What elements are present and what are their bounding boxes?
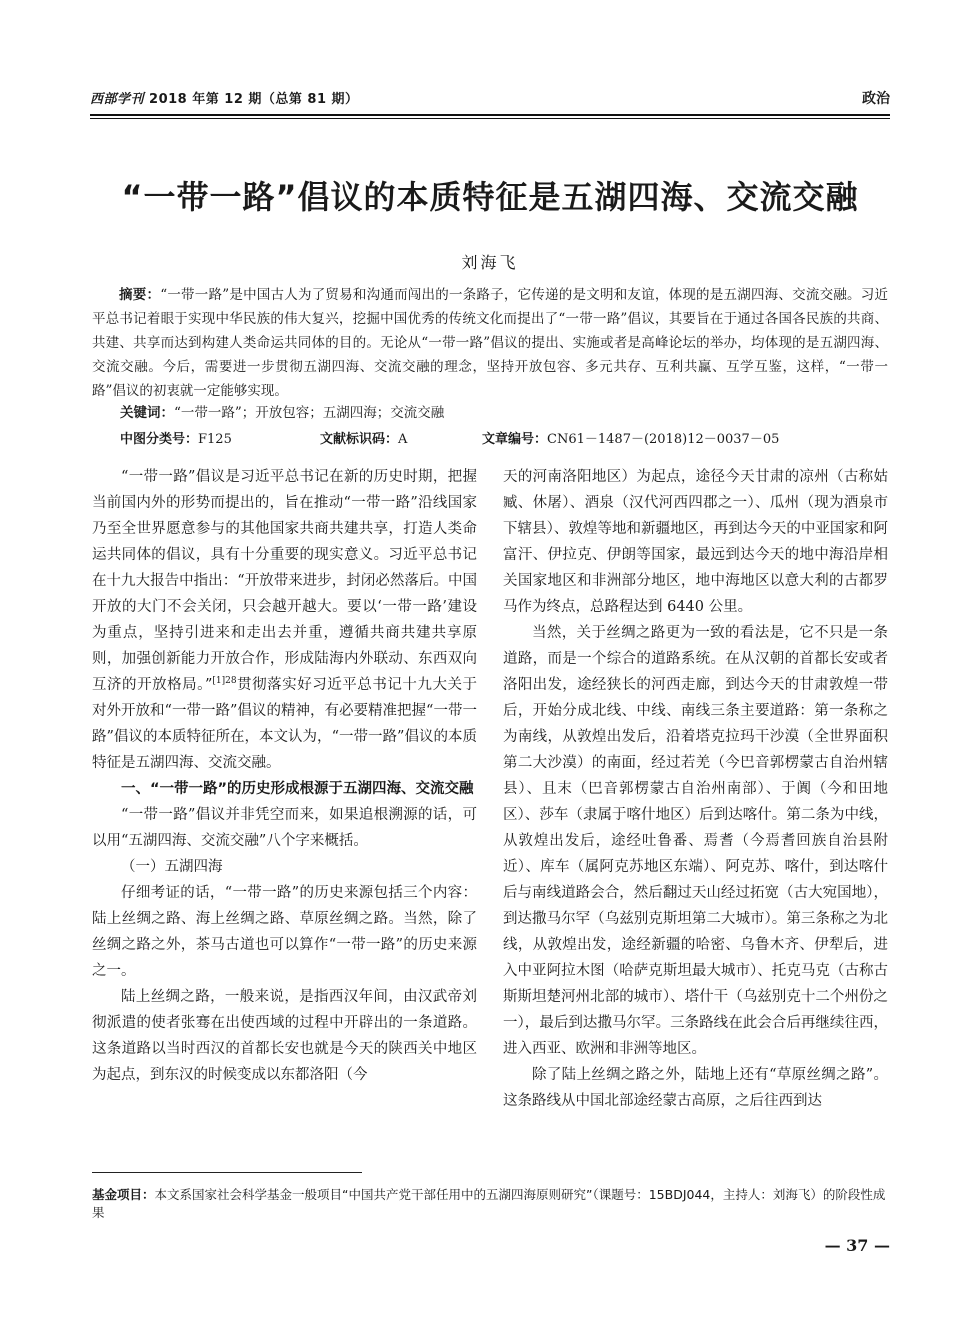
page-number: — 37 — <box>824 1236 890 1255</box>
abstract-label: 摘要： <box>119 287 161 303</box>
keywords <box>120 403 880 423</box>
paragraph-text: “一带一路”倡议是习近平总书记在新的历史时期，把握当前国内外的形势而提出的，旨在推动“一带一路”沿线国家乃至全世界愿意参与的其他国家共商共建共享，打造人类命运共同体的倡议，具有十分重要的现实意义。习近平总书记在十九大报告中指出：“开放带来进步，封闭必然落后。中国开放的大门不会关闭，只会越开越大。要以‘一带一路’建设为重点，坚持引进来和走出去并重，遵循共商共建共享原则，加强创新能力开放合作，形成陆海内外联动、东西双向互济的开放格局。” <box>92 469 477 693</box>
paragraph: 除了陆上丝绸之路之外，陆地上还有“草原丝绸之路”。这条路线从中国北部途经蒙古高原，之后往西到达 <box>503 1067 888 1109</box>
paragraph: 仔细考证的话，“一带一路”的历史来源包括三个内容：陆上丝绸之路、海上丝绸之路、草原丝绸之路。当然，除了丝绸之路之外，茶马古道也可以算作“一带一路”的历史来源之一。 <box>92 885 477 979</box>
footnote-rule <box>92 1172 362 1173</box>
classification-codes <box>120 428 880 448</box>
footnote <box>92 1186 888 1222</box>
paragraph-text: 贯彻落实好习近平总书记十九大关于对外开放和“一带一路”倡议的精神，有必要精准把握“一带一路”倡议的本质特征所在，本文认为，“一带一路”倡议的本质特征是五湖四海、交流交融。 <box>92 677 477 771</box>
paragraph: 天的河南洛阳地区）为起点，途径今天甘肃的凉州（古称姑臧、休屠）、酒泉（汉代河西四郡之一）、瓜州（现为酒泉市下辖县）、敦煌等地和新疆地区，再到达今天的中亚国家和阿富汗、伊拉克、伊朗等国家，最远到达今天的地中海沿岸相关国家地区和非洲部分地区，地中海地区以意大利的古都罗马作为终点，总路程达到 6440 公里。 <box>503 469 888 615</box>
author-name: 刘海飞 <box>461 253 519 272</box>
keywords-label: 关键词： <box>120 405 174 421</box>
header-rule-thin <box>90 118 890 119</box>
running-header <box>90 88 890 110</box>
section-label: 政治 <box>862 91 890 107</box>
clc-label: 中图分类号： <box>120 432 199 447</box>
paragraph: 当然，关于丝绸之路更为一致的看法是，它不只是一条道路，而是一个综合的道路系统。在从汉朝的首都长安或者洛阳出发，途经狭长的河西走廊，到达今天的甘肃敦煌一带后，开始分成北线、中线、南线三条主要道路：第一条称之为南线，从敦煌出发后，沿着塔克拉玛干沙漠（全世界面积第二大沙漠）的南面，经过若羌（今巴音郭楞蒙古自治州辖县）、且末（巴音郭楞蒙古自治州南部）、于阗（今和田地区）、莎车（隶属于喀什地区）后到达喀什。第二条为中线，从敦煌出发后，途经吐鲁番、焉耆（今焉耆回族自治县附近）、库车（属阿克苏地区东端）、阿克苏、喀什，到达喀什后与南线道路会合，然后翻过天山经过拓宽（古大宛国地），到达撒马尔罕（乌兹别克斯坦第二大城市）。第三条称之为北线，从敦煌出发，途经新疆的哈密、乌鲁木齐、伊犁后，进入中亚阿拉木图（哈萨克斯坦最大城市）、托克马克（古称古斯斯坦楚河州北部的城市）、塔什干（乌兹别克十二个州份之一），最后到达撒马尔罕。三条路线在此会合后再继续往西，进入西亚、欧洲和非洲等地区。 <box>503 625 888 1057</box>
keywords-text: “一带一路”；开放包容；五湖四海；交流交融 <box>174 405 445 421</box>
section-heading: 一、“一带一路”的历史形成根源于五湖四海、交流交融 <box>121 781 474 797</box>
right-column <box>503 464 888 1159</box>
article-number <box>482 428 779 447</box>
journal-name: 西部学刊 <box>90 92 145 107</box>
doc-value: A <box>398 432 408 447</box>
header-rule <box>90 114 890 116</box>
paragraph <box>92 464 477 776</box>
left-column <box>92 464 477 1159</box>
issue-info: 2018 年第 12 期（总第 81 期） <box>149 92 359 107</box>
paragraph: “一带一路”倡议并非凭空而来，如果追根溯源的话，可以用“五湖四海、交流交融”八个字来概括。 <box>92 807 477 849</box>
article-number-value: CN61－1487－(2018)12－0037－05 <box>547 432 780 447</box>
footnote-label: 基金项目： <box>92 1187 155 1202</box>
clc-value: F125 <box>198 432 232 447</box>
journal-title <box>90 88 359 107</box>
article-number-label: 文章编号： <box>482 432 548 447</box>
doc-label: 文献标识码： <box>320 432 399 447</box>
paragraph: 陆上丝绸之路，一般来说，是指西汉年间，由汉武帝刘彻派遣的使者张骞在出使西域的过程中开辟出的一条道路。这条道路以当时西汉的首都长安也就是今天的陕西关中地区为起点，到东汉的时候变成以东都洛阳（今 <box>92 989 477 1083</box>
article-title: “一带一路”倡议的本质特征是五湖四海、交流交融 <box>121 178 859 216</box>
doc-code <box>320 428 407 447</box>
subsection-heading: （一）五湖四海 <box>121 859 223 875</box>
clc-code <box>120 428 232 447</box>
abstract-text: “一带一路”是中国古人为了贸易和沟通而闯出的一条路子，它传递的是文明和友谊，体现的是五湖四海、交流交融。习近平总书记着眼于实现中华民族的伟大复兴，挖掘中国优秀的传统文化而提出了“一带一路”倡议，其要旨在于通过各国各民族的共商、共建、共享而达到构建人类命运共同体的目的。无论从“一带一路”倡议的提出、实施或者是高峰论坛的举办，均体现的是五湖四海、交流交融。今后，需要进一步贯彻五湖四海、交流交融的理念，坚持开放包容、多元共存、互利共赢、互学互鉴，这样，“一带一路”倡议的初衷就一定能够实现。 <box>92 287 888 399</box>
footnote-text: 本文系国家社会科学基金一般项目“中国共产党干部任用中的五湖四海原则研究”（课题号：15BDJ044，主持人：刘海飞）的阶段性成果 <box>92 1187 886 1220</box>
citation-ref: [1]28 <box>212 676 237 687</box>
abstract <box>92 283 888 403</box>
